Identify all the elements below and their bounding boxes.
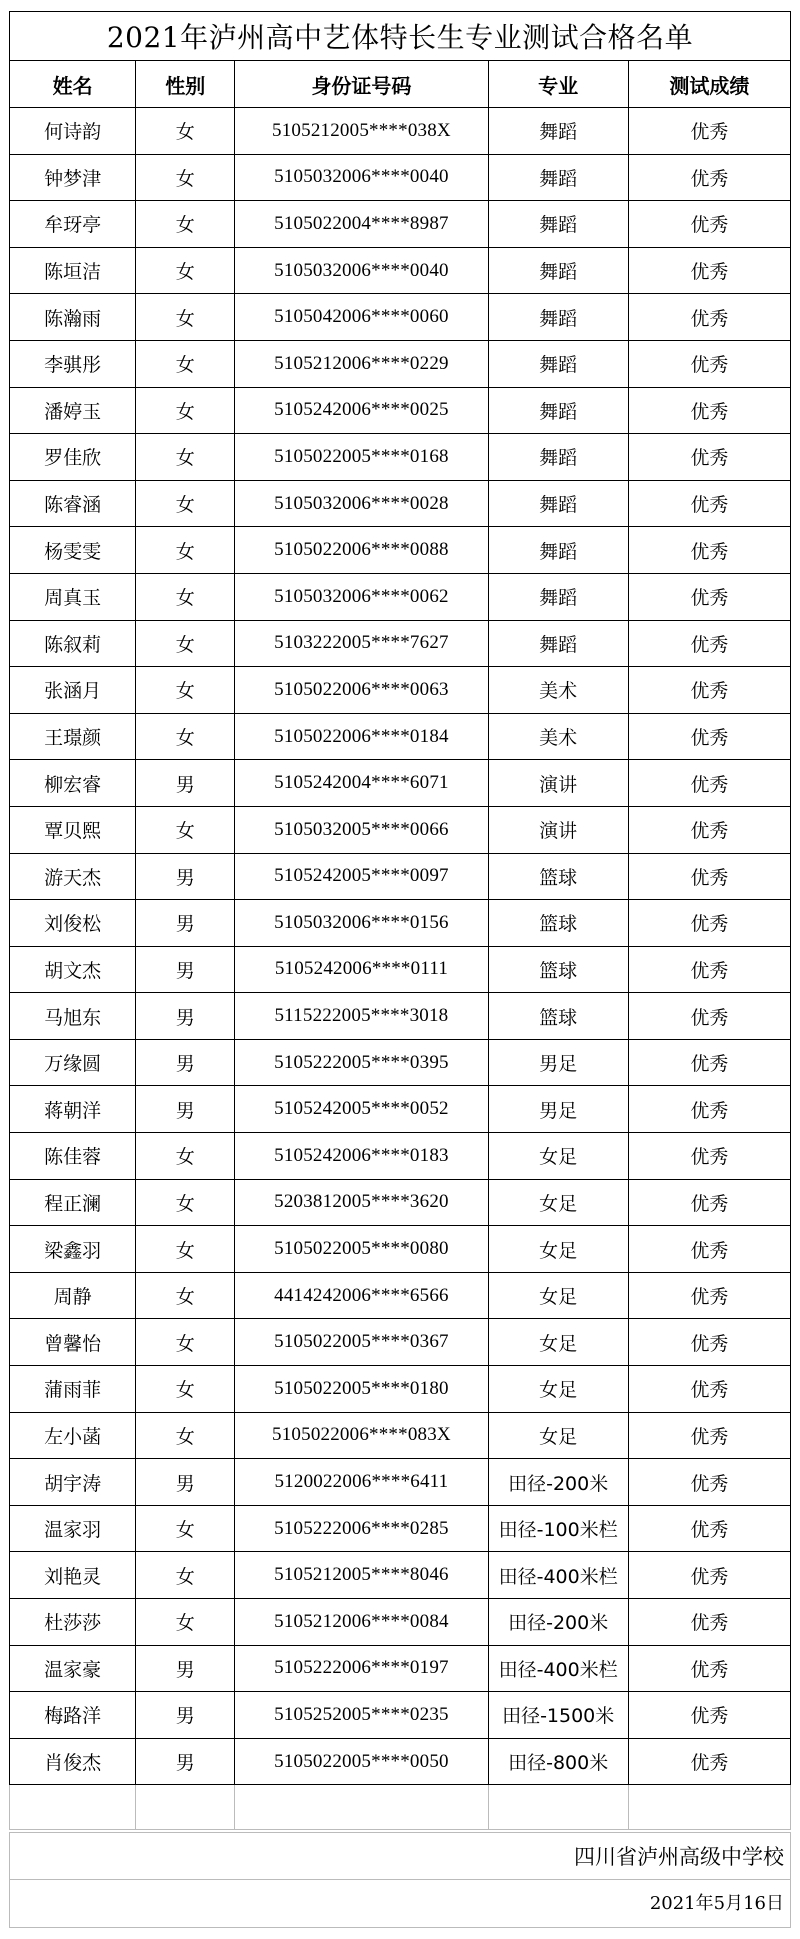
- blank-cell: [488, 1785, 628, 1830]
- result-cell: 优秀: [628, 1552, 790, 1599]
- table-body: [10, 108, 791, 1785]
- id-number-cell: 5105022006****0184: [235, 713, 488, 760]
- name-cell: 杨雯雯: [10, 527, 136, 574]
- id-number-cell: 5105212006****0229: [235, 340, 488, 387]
- id-number-cell: 5105022006****083X: [235, 1412, 488, 1459]
- gender-cell: 男: [136, 900, 235, 947]
- table-row: [10, 946, 791, 993]
- name-cell: 曾馨怡: [10, 1319, 136, 1366]
- result-cell: 优秀: [628, 620, 790, 667]
- table-row: [10, 247, 791, 294]
- major-cell: 女足: [488, 1366, 628, 1413]
- name-cell: 胡文杰: [10, 946, 136, 993]
- gender-cell: 女: [136, 1226, 235, 1273]
- id-number-cell: 5105022006****0063: [235, 667, 488, 714]
- major-cell: 演讲: [488, 806, 628, 853]
- table-row: [10, 1272, 791, 1319]
- gender-cell: 女: [136, 247, 235, 294]
- blank-cell: [628, 1785, 790, 1830]
- gender-cell: 男: [136, 1459, 235, 1506]
- major-cell: 舞蹈: [488, 387, 628, 434]
- table-row: [10, 1412, 791, 1459]
- gender-cell: 女: [136, 1505, 235, 1552]
- name-cell: 万缘圆: [10, 1039, 136, 1086]
- major-cell: 篮球: [488, 993, 628, 1040]
- id-number-cell: 5105022005****0050: [235, 1738, 488, 1785]
- result-cell: 优秀: [628, 480, 790, 527]
- name-cell: 梅路洋: [10, 1692, 136, 1739]
- table-row: [10, 667, 791, 714]
- id-number-cell: 5105032006****0062: [235, 573, 488, 620]
- result-cell: 优秀: [628, 713, 790, 760]
- id-number-cell: 5105222005****0395: [235, 1039, 488, 1086]
- table-row: [10, 1179, 791, 1226]
- major-cell: 女足: [488, 1226, 628, 1273]
- result-cell: 优秀: [628, 108, 790, 155]
- id-number-cell: 5105032005****0066: [235, 806, 488, 853]
- id-number-cell: 5105212005****8046: [235, 1552, 488, 1599]
- name-cell: 潘婷玉: [10, 387, 136, 434]
- table-row: [10, 1599, 791, 1646]
- name-cell: 温家豪: [10, 1645, 136, 1692]
- name-cell: 柳宏睿: [10, 760, 136, 807]
- id-number-cell: 4414242006****6566: [235, 1272, 488, 1319]
- result-cell: 优秀: [628, 1366, 790, 1413]
- gender-cell: 女: [136, 1319, 235, 1366]
- name-cell: 肖俊杰: [10, 1738, 136, 1785]
- major-cell: 田径-400米栏: [488, 1645, 628, 1692]
- id-number-cell: 5105242006****0025: [235, 387, 488, 434]
- gender-cell: 女: [136, 527, 235, 574]
- header-id-number: 身份证号码: [235, 61, 488, 108]
- name-cell: 王璟颜: [10, 713, 136, 760]
- gender-cell: 男: [136, 993, 235, 1040]
- gender-cell: 女: [136, 713, 235, 760]
- result-cell: 优秀: [628, 1738, 790, 1785]
- gender-cell: 女: [136, 1366, 235, 1413]
- table-row: [10, 1366, 791, 1413]
- id-number-cell: 5105022006****0088: [235, 527, 488, 574]
- gender-cell: 男: [136, 946, 235, 993]
- gender-cell: 男: [136, 1738, 235, 1785]
- gender-cell: 女: [136, 1599, 235, 1646]
- table-row: [10, 1133, 791, 1180]
- result-cell: 优秀: [628, 946, 790, 993]
- major-cell: 田径-800米: [488, 1738, 628, 1785]
- table-row: [10, 108, 791, 155]
- major-cell: 篮球: [488, 946, 628, 993]
- blank-cell: [235, 1785, 488, 1830]
- id-number-cell: 5105222006****0285: [235, 1505, 488, 1552]
- major-cell: 男足: [488, 1086, 628, 1133]
- table-row: [10, 853, 791, 900]
- gender-cell: 女: [136, 573, 235, 620]
- major-cell: 女足: [488, 1179, 628, 1226]
- id-number-cell: 5105212005****038X: [235, 108, 488, 155]
- result-cell: 优秀: [628, 434, 790, 481]
- name-cell: 陈睿涵: [10, 480, 136, 527]
- name-cell: 左小菡: [10, 1412, 136, 1459]
- id-number-cell: 5105032006****0040: [235, 154, 488, 201]
- major-cell: 舞蹈: [488, 340, 628, 387]
- table-row: [10, 480, 791, 527]
- school-name: 四川省泸州高级中学校: [9, 1832, 791, 1880]
- name-cell: 牟玡亭: [10, 201, 136, 248]
- name-cell: 刘俊松: [10, 900, 136, 947]
- id-number-cell: 5105252005****0235: [235, 1692, 488, 1739]
- id-number-cell: 5115222005****3018: [235, 993, 488, 1040]
- table-row: [10, 760, 791, 807]
- id-number-cell: 5105242005****0097: [235, 853, 488, 900]
- result-cell: 优秀: [628, 247, 790, 294]
- result-cell: 优秀: [628, 201, 790, 248]
- result-cell: 优秀: [628, 1319, 790, 1366]
- major-cell: 舞蹈: [488, 434, 628, 481]
- id-number-cell: 5105222006****0197: [235, 1645, 488, 1692]
- result-cell: 优秀: [628, 806, 790, 853]
- major-cell: 篮球: [488, 853, 628, 900]
- name-cell: 杜莎莎: [10, 1599, 136, 1646]
- gender-cell: 女: [136, 154, 235, 201]
- name-cell: 胡宇涛: [10, 1459, 136, 1506]
- major-cell: 篮球: [488, 900, 628, 947]
- major-cell: 舞蹈: [488, 247, 628, 294]
- table-row: [10, 806, 791, 853]
- major-cell: 舞蹈: [488, 527, 628, 574]
- gender-cell: 女: [136, 294, 235, 341]
- gender-cell: 女: [136, 480, 235, 527]
- gender-cell: 女: [136, 806, 235, 853]
- major-cell: 女足: [488, 1133, 628, 1180]
- gender-cell: 男: [136, 1645, 235, 1692]
- issue-date: 2021年5月16日: [9, 1879, 791, 1928]
- name-cell: 周真玉: [10, 573, 136, 620]
- id-number-cell: 5105032006****0028: [235, 480, 488, 527]
- result-cell: 优秀: [628, 760, 790, 807]
- table-row: [10, 993, 791, 1040]
- result-cell: 优秀: [628, 1505, 790, 1552]
- id-number-cell: 5103222005****7627: [235, 620, 488, 667]
- id-number-cell: 5120022006****6411: [235, 1459, 488, 1506]
- table-row: [10, 1645, 791, 1692]
- gender-cell: 男: [136, 1086, 235, 1133]
- result-cell: 优秀: [628, 1599, 790, 1646]
- gender-cell: 男: [136, 760, 235, 807]
- table-row: [10, 1505, 791, 1552]
- name-cell: 陈垣洁: [10, 247, 136, 294]
- major-cell: 田径-200米: [488, 1599, 628, 1646]
- table-row: [10, 1039, 791, 1086]
- table-row: [10, 713, 791, 760]
- result-cell: 优秀: [628, 1272, 790, 1319]
- table-row: [10, 201, 791, 248]
- id-number-cell: 5105022005****0168: [235, 434, 488, 481]
- gender-cell: 女: [136, 1179, 235, 1226]
- major-cell: 女足: [488, 1272, 628, 1319]
- major-cell: 女足: [488, 1319, 628, 1366]
- name-cell: 张涵月: [10, 667, 136, 714]
- header-result: 测试成绩: [628, 61, 790, 108]
- gender-cell: 男: [136, 1039, 235, 1086]
- name-cell: 马旭东: [10, 993, 136, 1040]
- result-cell: 优秀: [628, 1086, 790, 1133]
- table-row: [10, 620, 791, 667]
- gender-cell: 女: [136, 387, 235, 434]
- id-number-cell: 5105022005****0367: [235, 1319, 488, 1366]
- gender-cell: 女: [136, 667, 235, 714]
- gender-cell: 女: [136, 1552, 235, 1599]
- name-cell: 何诗韵: [10, 108, 136, 155]
- major-cell: 女足: [488, 1412, 628, 1459]
- major-cell: 舞蹈: [488, 620, 628, 667]
- id-number-cell: 5105022005****0180: [235, 1366, 488, 1413]
- blank-cell: [136, 1785, 235, 1830]
- table-row: [10, 1086, 791, 1133]
- gender-cell: 女: [136, 340, 235, 387]
- major-cell: 舞蹈: [488, 201, 628, 248]
- qualified-list-table: [9, 60, 791, 1830]
- table-row: [10, 1226, 791, 1273]
- major-cell: 美术: [488, 713, 628, 760]
- id-number-cell: 5105032006****0156: [235, 900, 488, 947]
- major-cell: 男足: [488, 1039, 628, 1086]
- major-cell: 演讲: [488, 760, 628, 807]
- result-cell: 优秀: [628, 1039, 790, 1086]
- table-header-row: [10, 61, 791, 108]
- table-row: [10, 1459, 791, 1506]
- name-cell: 蒋朝洋: [10, 1086, 136, 1133]
- major-cell: 田径-400米栏: [488, 1552, 628, 1599]
- table-row: [10, 1692, 791, 1739]
- major-cell: 舞蹈: [488, 108, 628, 155]
- id-number-cell: 5105242004****6071: [235, 760, 488, 807]
- gender-cell: 女: [136, 201, 235, 248]
- page-title: 2021年泸州高中艺体特长生专业测试合格名单: [9, 11, 791, 61]
- result-cell: 优秀: [628, 1412, 790, 1459]
- result-cell: 优秀: [628, 340, 790, 387]
- id-number-cell: 5105022004****8987: [235, 201, 488, 248]
- blank-row: [10, 1785, 791, 1830]
- result-cell: 优秀: [628, 1459, 790, 1506]
- result-cell: 优秀: [628, 1179, 790, 1226]
- name-cell: 周静: [10, 1272, 136, 1319]
- name-cell: 刘艳灵: [10, 1552, 136, 1599]
- result-cell: 优秀: [628, 154, 790, 201]
- major-cell: 美术: [488, 667, 628, 714]
- major-cell: 舞蹈: [488, 294, 628, 341]
- result-cell: 优秀: [628, 900, 790, 947]
- major-cell: 舞蹈: [488, 573, 628, 620]
- name-cell: 温家羽: [10, 1505, 136, 1552]
- name-cell: 陈叙莉: [10, 620, 136, 667]
- result-cell: 优秀: [628, 667, 790, 714]
- name-cell: 李骐彤: [10, 340, 136, 387]
- table-row: [10, 1552, 791, 1599]
- major-cell: 田径-200米: [488, 1459, 628, 1506]
- gender-cell: 女: [136, 620, 235, 667]
- header-gender: 性别: [136, 61, 235, 108]
- id-number-cell: 5105212006****0084: [235, 1599, 488, 1646]
- name-cell: 覃贝熙: [10, 806, 136, 853]
- result-cell: 优秀: [628, 1133, 790, 1180]
- table-row: [10, 434, 791, 481]
- gender-cell: 女: [136, 1272, 235, 1319]
- name-cell: 罗佳欣: [10, 434, 136, 481]
- result-cell: 优秀: [628, 1645, 790, 1692]
- table-row: [10, 294, 791, 341]
- name-cell: 梁鑫羽: [10, 1226, 136, 1273]
- header-name: 姓名: [10, 61, 136, 108]
- name-cell: 钟梦津: [10, 154, 136, 201]
- gender-cell: 女: [136, 434, 235, 481]
- major-cell: 舞蹈: [488, 480, 628, 527]
- id-number-cell: 5203812005****3620: [235, 1179, 488, 1226]
- id-number-cell: 5105242006****0111: [235, 946, 488, 993]
- table-row: [10, 1738, 791, 1785]
- header-major: 专业: [488, 61, 628, 108]
- id-number-cell: 5105242005****0052: [235, 1086, 488, 1133]
- gender-cell: 男: [136, 853, 235, 900]
- blank-cell: [10, 1785, 136, 1830]
- table-row: [10, 900, 791, 947]
- result-cell: 优秀: [628, 1692, 790, 1739]
- table-row: [10, 573, 791, 620]
- result-cell: 优秀: [628, 1226, 790, 1273]
- result-cell: 优秀: [628, 853, 790, 900]
- major-cell: 田径-1500米: [488, 1692, 628, 1739]
- result-cell: 优秀: [628, 294, 790, 341]
- gender-cell: 女: [136, 1133, 235, 1180]
- name-cell: 陈瀚雨: [10, 294, 136, 341]
- name-cell: 程正澜: [10, 1179, 136, 1226]
- result-cell: 优秀: [628, 573, 790, 620]
- gender-cell: 男: [136, 1692, 235, 1739]
- table-row: [10, 527, 791, 574]
- id-number-cell: 5105022005****0080: [235, 1226, 488, 1273]
- name-cell: 陈佳蓉: [10, 1133, 136, 1180]
- major-cell: 舞蹈: [488, 154, 628, 201]
- table-row: [10, 387, 791, 434]
- id-number-cell: 5105032006****0040: [235, 247, 488, 294]
- id-number-cell: 5105042006****0060: [235, 294, 488, 341]
- name-cell: 游天杰: [10, 853, 136, 900]
- result-cell: 优秀: [628, 527, 790, 574]
- major-cell: 田径-100米栏: [488, 1505, 628, 1552]
- gender-cell: 女: [136, 1412, 235, 1459]
- result-cell: 优秀: [628, 993, 790, 1040]
- name-cell: 蒲雨菲: [10, 1366, 136, 1413]
- table-row: [10, 154, 791, 201]
- table-row: [10, 340, 791, 387]
- id-number-cell: 5105242006****0183: [235, 1133, 488, 1180]
- gender-cell: 女: [136, 108, 235, 155]
- result-cell: 优秀: [628, 387, 790, 434]
- table-row: [10, 1319, 791, 1366]
